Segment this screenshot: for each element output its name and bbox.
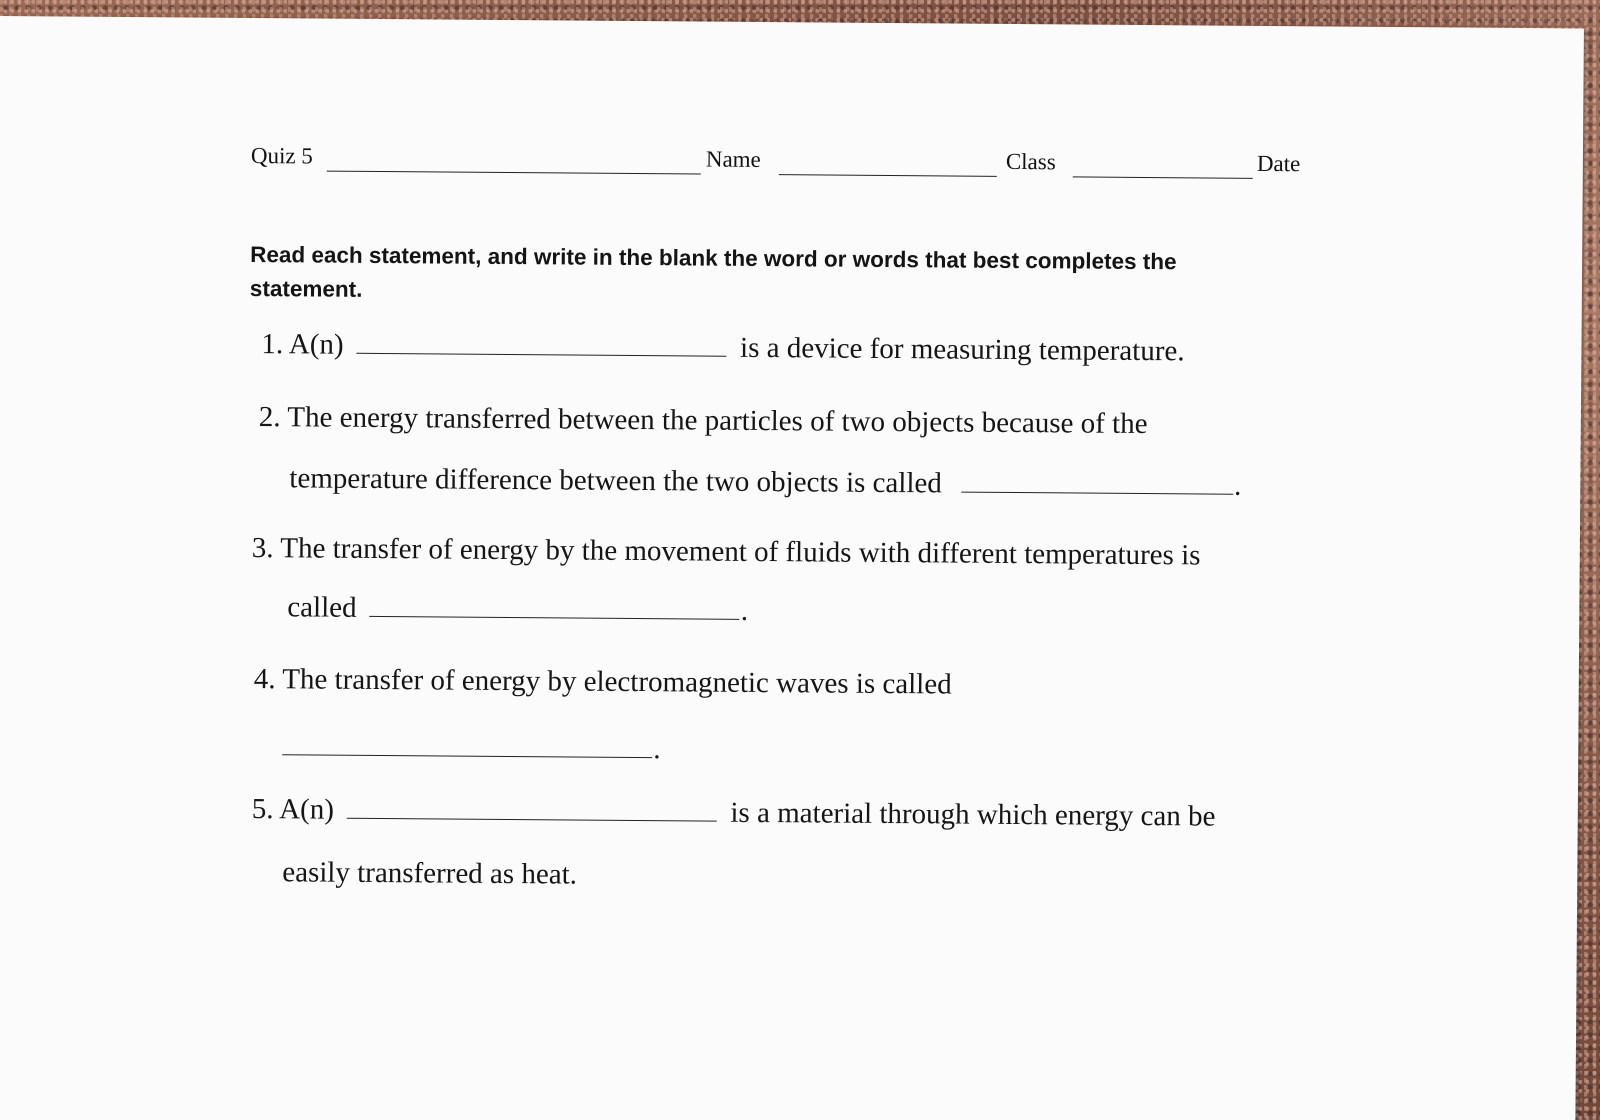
quiz-header: [251, 135, 1331, 183]
answer-blank-4[interactable]: [282, 753, 652, 758]
question-text: A(n): [288, 328, 344, 361]
question-number: 3.: [251, 531, 274, 565]
date-label: Date: [1256, 150, 1301, 177]
question-4-continued: [282, 730, 660, 766]
question-3: [252, 532, 1201, 572]
question-1: [261, 328, 1184, 368]
question-5: [252, 793, 1216, 834]
question-text: The transfer of energy by the movement of fluids with different temperatures is: [280, 532, 1201, 572]
instructions: Read each statement, and write in the blank the word or words that best completes the statement.: [249, 241, 1177, 302]
question-number: 5.: [251, 793, 274, 826]
question-text: A(n): [279, 793, 335, 826]
answer-blank-2[interactable]: [961, 491, 1233, 495]
answer-blank-1[interactable]: [357, 352, 727, 357]
question-4: [254, 663, 952, 701]
question-text: is a material through which energy can be: [730, 796, 1216, 833]
class-label: Class: [1005, 148, 1056, 175]
quiz-title: Quiz 5: [250, 142, 313, 169]
question-2-continued: [289, 462, 1241, 502]
period: .: [740, 594, 749, 627]
question-text: temperature difference between the two objects is called: [289, 462, 942, 500]
question-text: called: [287, 591, 357, 624]
question-2: [259, 401, 1148, 441]
name-label: Name: [705, 146, 761, 172]
period: .: [653, 733, 661, 766]
question-3-continued: [287, 591, 748, 628]
question-number: 4.: [253, 663, 276, 696]
question-text: The transfer of energy by electromagnetic waves is called: [282, 663, 952, 701]
answer-blank-3[interactable]: [370, 615, 740, 620]
question-5-continued: [282, 856, 577, 891]
question-number: 1.: [261, 328, 284, 361]
period: .: [1233, 469, 1242, 502]
question-text: The energy transferred between the particles of two objects because of the: [287, 401, 1148, 441]
quiz-sheet: [0, 16, 1584, 1120]
question-text: easily transferred as heat.: [282, 856, 578, 891]
class-field[interactable]: [1073, 176, 1253, 178]
name-field[interactable]: [779, 174, 997, 177]
question-number: 2.: [258, 401, 281, 434]
question-text: is a device for measuring temperature.: [739, 331, 1185, 368]
answer-blank-5[interactable]: [347, 817, 717, 822]
quiz-blank-line[interactable]: [327, 171, 701, 175]
